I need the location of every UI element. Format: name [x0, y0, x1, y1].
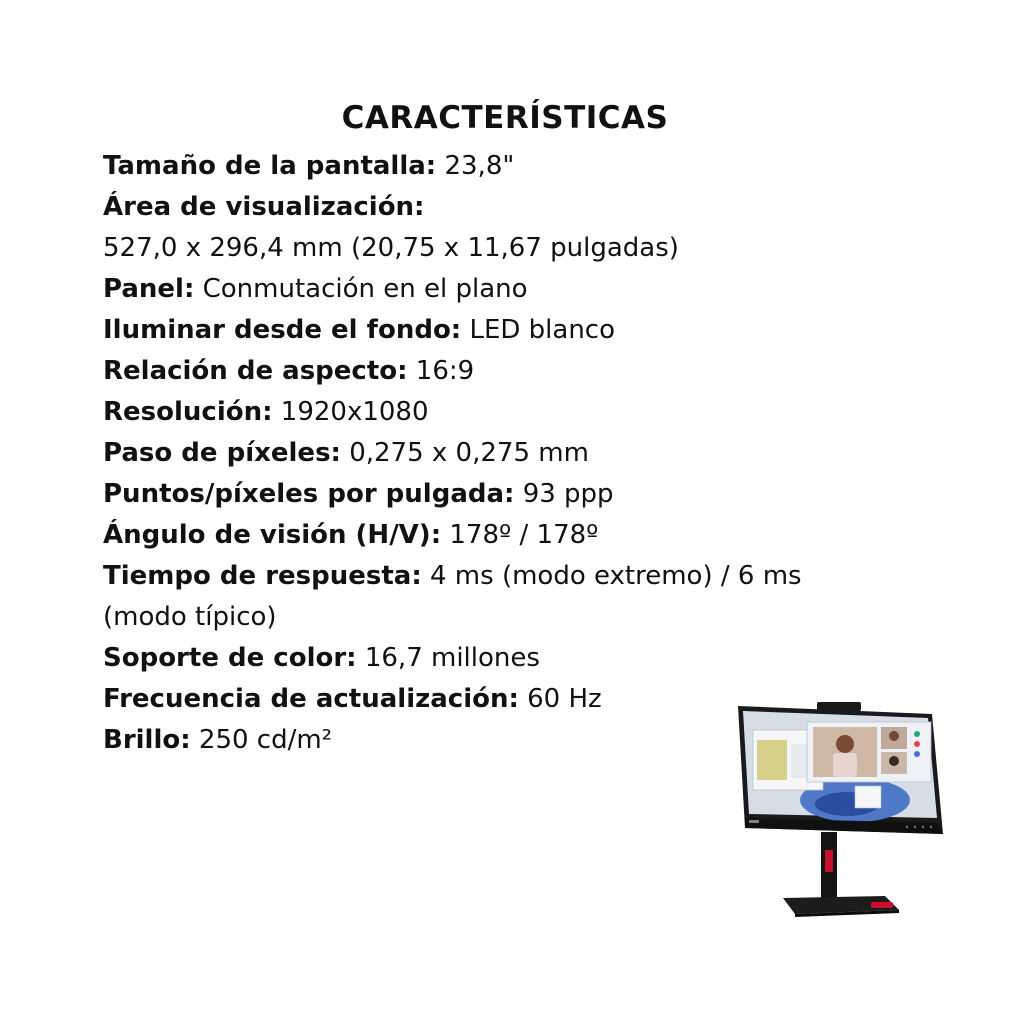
spec-label: Panel: [103, 274, 195, 304]
page-title: CARACTERÍSTICAS [341, 100, 669, 136]
spec-viewing-area-value [103, 228, 903, 269]
spec-value: 93 ppp [514, 479, 614, 509]
spec-label: Brillo: [103, 725, 191, 755]
spec-label: Iluminar desde el fondo: [103, 315, 462, 345]
spec-resolution [103, 392, 903, 433]
spec-pixel-pitch [103, 433, 903, 474]
spec-label: Frecuencia de actualización: [103, 684, 519, 714]
spec-value: 60 Hz [518, 684, 602, 714]
spec-viewing-angle [103, 515, 903, 556]
spec-backlight [103, 310, 903, 351]
spec-value: 16,7 millones [356, 643, 540, 673]
monitor-icon [735, 700, 950, 920]
spec-value: 0,275 x 0,275 mm [340, 438, 589, 468]
spec-viewing-area [103, 187, 903, 228]
spec-label: Puntos/píxeles por pulgada: [103, 479, 515, 509]
spec-screen-size [103, 146, 903, 187]
spec-label: Relación de aspecto: [103, 356, 408, 386]
spec-value: 23,8" [436, 151, 515, 181]
spec-value: 1920x1080 [272, 397, 429, 427]
spec-label: Tamaño de la pantalla: [103, 151, 437, 181]
spec-value: 16:9 [407, 356, 475, 386]
spec-value: 4 ms (modo extremo) / 6 ms [421, 561, 802, 591]
spec-label: Resolución: [103, 397, 273, 427]
spec-aspect-ratio [103, 351, 903, 392]
spec-value: Conmutación en el plano [194, 274, 528, 304]
spec-panel [103, 269, 903, 310]
spec-label: Paso de píxeles: [103, 438, 341, 468]
spec-label: Ángulo de visión (H/V): [103, 520, 442, 550]
spec-value: 178º / 178º [441, 520, 599, 550]
spec-label: Soporte de color: [103, 643, 357, 673]
spec-label: Tiempo de respuesta: [103, 561, 422, 591]
spec-ppi [103, 474, 903, 515]
spec-response-time [103, 556, 903, 597]
spec-label: Área de visualización: [103, 192, 425, 222]
spec-value: (modo típico) [103, 602, 277, 632]
spec-color-support [103, 638, 903, 679]
spec-response-time-cont [103, 597, 903, 638]
spec-list [103, 146, 903, 761]
spec-value: 250 cd/m² [190, 725, 333, 755]
spec-value: LED blanco [461, 315, 616, 345]
spec-value: 527,0 x 296,4 mm (20,75 x 11,67 pulgadas) [103, 233, 679, 263]
